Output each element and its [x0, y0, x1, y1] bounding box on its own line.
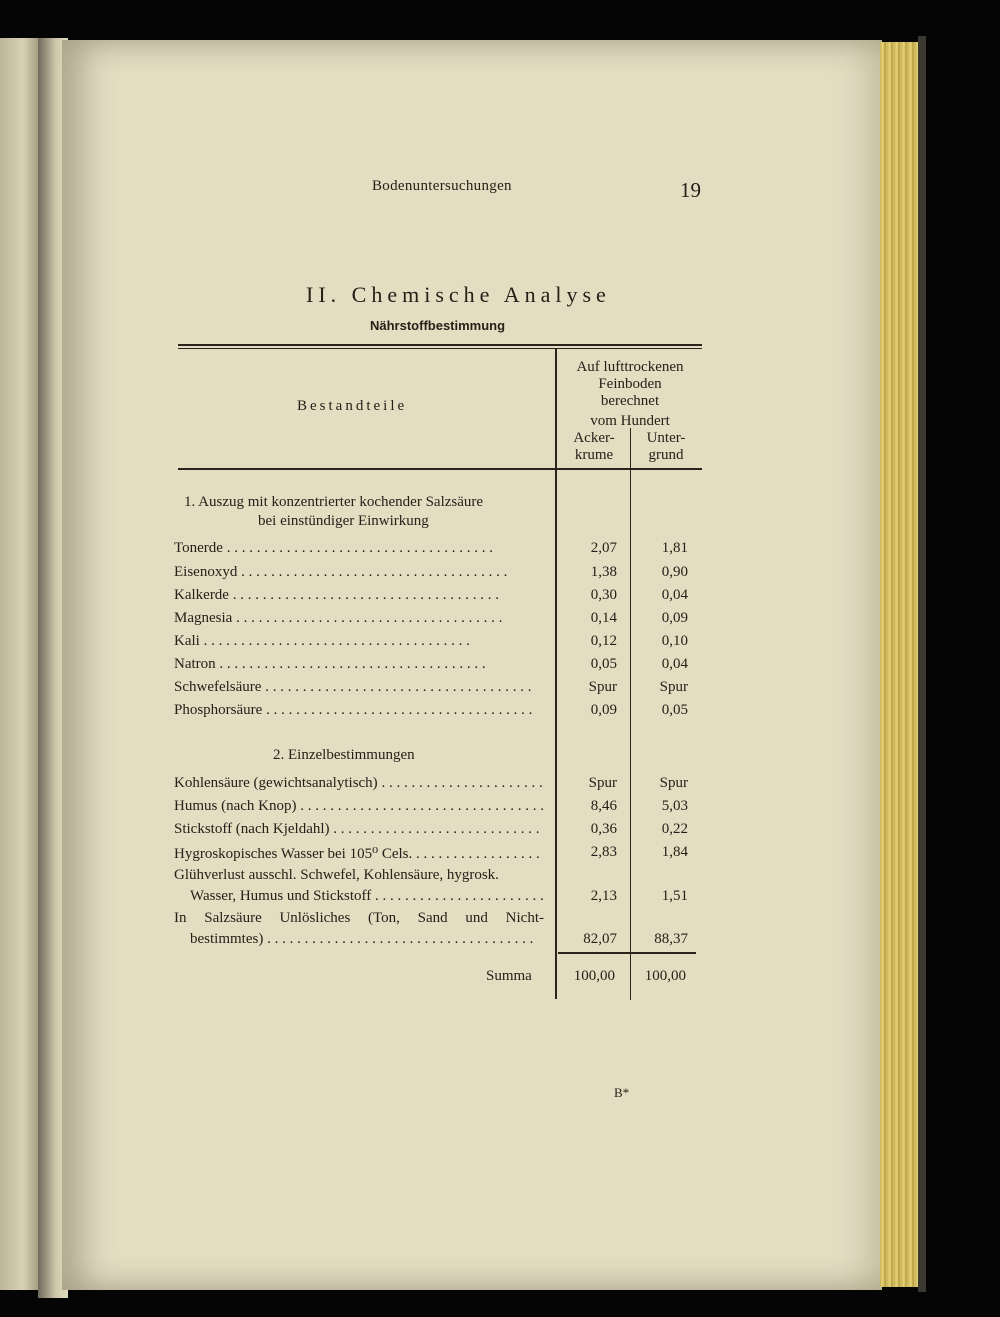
table-row-label: Magnesia . . .: [174, 610, 544, 627]
table-cell-untergrund: Spur: [659, 775, 688, 791]
running-head: Bodenuntersuchungen: [372, 178, 512, 194]
summa-ackerkrume: 100,00: [573, 968, 615, 984]
table-row-label: Hygroskopisches Wasser bei 105⁰ Cels. . . .: [174, 844, 544, 863]
table-cell-untergrund: 0,10: [661, 633, 688, 649]
header-untergrund: [632, 430, 700, 464]
header-group-line: vom Hundert: [590, 413, 670, 429]
table-cell-untergrund: 0,22: [661, 821, 688, 837]
table-cell-ackerkrume: 2,07: [590, 540, 617, 556]
table-cell-untergrund: 88,37: [654, 931, 688, 947]
table-cell-ackerkrume: 82,07: [583, 931, 617, 947]
table-cell-untergrund: 5,03: [661, 798, 688, 814]
signature-mark: B*: [614, 1085, 630, 1100]
gluehverlust-line1: Glühverlust ausschl. Schwefel, Kohlensäure, hygrosk.: [174, 867, 499, 883]
table-row-label: Natron . . .: [174, 656, 544, 673]
header-col2-line: grund: [648, 447, 684, 463]
section1-title: 1. Auszug mit konzentrierter kochender Salzsäure: [184, 494, 484, 510]
section2-title: 2. Einzelbestimmungen: [273, 747, 415, 763]
table-row-label: Eisenoxyd . . .: [174, 564, 544, 581]
table-row-label: Phosphorsäure . . .: [174, 702, 544, 719]
table-top-rule-thin: [178, 348, 702, 349]
table-row-label: Schwefelsäure . . .: [174, 679, 544, 696]
unloeslich-line2: bestimmtes) . . .: [190, 931, 544, 948]
sum-rule: [558, 952, 696, 954]
table-cell-untergrund: 0,05: [661, 702, 688, 718]
table-cell-ackerkrume: 0,36: [590, 821, 617, 837]
header-group-line: berechnet: [600, 393, 660, 409]
table-cell-ackerkrume: 2,83: [590, 844, 617, 860]
table-cell-ackerkrume: 2,13: [590, 888, 617, 904]
section1-subtitle: bei einstündiger Einwirkung: [258, 513, 429, 529]
header-group-line: Feinboden: [598, 376, 662, 392]
table-cell-untergrund: 1,84: [661, 844, 688, 860]
header-group: [560, 359, 700, 430]
table-cell-untergrund: 1,81: [661, 540, 688, 556]
table-cell-ackerkrume: 8,46: [590, 798, 617, 814]
gluehverlust-line2: Wasser, Humus und Stickstoff . . .: [190, 888, 544, 905]
table-cell-ackerkrume: 1,38: [590, 564, 617, 580]
table-row-label: Kalkerde . . .: [174, 587, 544, 604]
table-cell-ackerkrume: 0,09: [590, 702, 617, 718]
section-title: II. Chemische Analyse: [306, 282, 611, 307]
book-cover-edge: [918, 36, 926, 1292]
table-cell-untergrund: Spur: [659, 679, 688, 695]
table-cell-ackerkrume: Spur: [588, 679, 617, 695]
table-cell-ackerkrume: 0,14: [590, 610, 617, 626]
table-header-rule: [178, 468, 702, 470]
table-row-label: Kohlensäure (gewichtsanalytisch) . . .: [174, 775, 544, 792]
table-cell-untergrund: 0,04: [661, 587, 688, 603]
table-cell-ackerkrume: 0,12: [590, 633, 617, 649]
header-ackerkrume: [560, 430, 628, 464]
section-subtitle: Nährstoffbestimmung: [370, 318, 506, 333]
summa-label: Summa: [486, 968, 532, 984]
table-row-label: Kali . . .: [174, 633, 544, 650]
unloeslich-line1: In Salzsäure Unlösliches (Ton, Sand und Nicht-: [174, 910, 544, 926]
table-row-label: Humus (nach Knop) . . .: [174, 798, 544, 815]
table-cell-ackerkrume: Spur: [588, 775, 617, 791]
table-cell-untergrund: 0,09: [661, 610, 688, 626]
page-number: 19: [680, 178, 701, 202]
header-bestandteile: Bestandteile: [297, 398, 408, 414]
table-cell-ackerkrume: 0,05: [590, 656, 617, 672]
gilded-page-edges: [880, 42, 920, 1287]
table-cell-ackerkrume: 0,30: [590, 587, 617, 603]
header-col1-line: krume: [574, 447, 614, 463]
column-divider-header: [630, 428, 631, 468]
table-cell-untergrund: 1,51: [661, 888, 688, 904]
header-col2-line: Unter-: [646, 430, 686, 446]
table-cell-untergrund: 0,04: [661, 656, 688, 672]
header-group-line: Auf lufttrockenen: [576, 359, 684, 375]
header-col1-line: Acker-: [573, 430, 615, 446]
table-row-label: Tonerde . . .: [174, 540, 544, 557]
left-page-edge: [0, 38, 38, 1290]
table-row-label: Stickstoff (nach Kjeldahl) . . .: [174, 821, 544, 838]
table-top-rule: [178, 344, 702, 346]
summa-untergrund: 100,00: [644, 968, 686, 984]
table-cell-untergrund: 0,90: [661, 564, 688, 580]
